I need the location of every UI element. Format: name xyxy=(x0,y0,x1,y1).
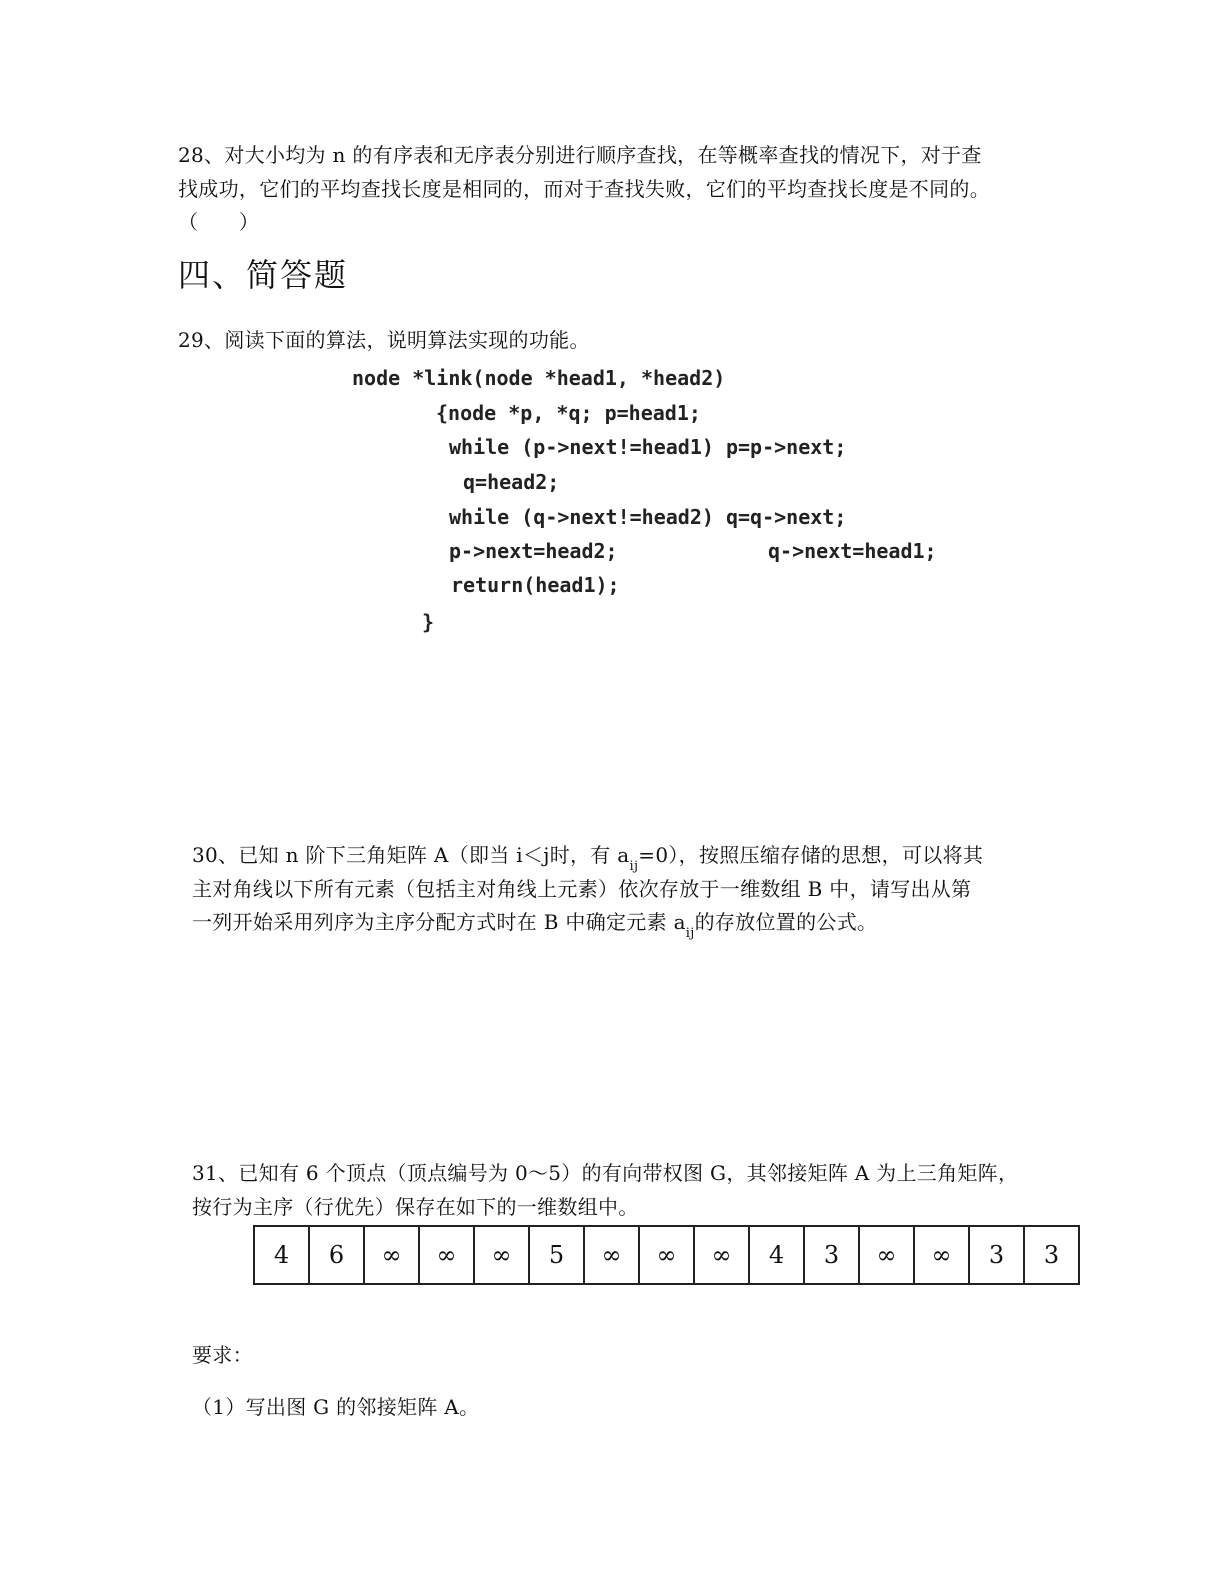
q28-answer-blank: （ ） xyxy=(178,210,260,234)
code-line: } xyxy=(422,610,435,634)
array-cell: 4 xyxy=(254,1226,309,1284)
q30-line-1-text-b: =0），按照压缩存储的思想，可以将其 xyxy=(638,843,984,867)
q30-line-3 xyxy=(192,905,877,943)
array-cell: 3 xyxy=(969,1226,1024,1284)
array-cell: ∞ xyxy=(364,1226,419,1284)
array-cell: ∞ xyxy=(639,1226,694,1284)
q28-line-1: 28、对大小均为 n 的有序表和无序表分别进行顺序查找，在等概率查找的情况下，对于查 xyxy=(178,143,982,167)
q30-line-1 xyxy=(192,838,983,876)
code-line: q->next=head1; xyxy=(768,539,937,563)
q30-line-3-text-a: 一列开始采用列序为主序分配方式时在 B 中确定元素 a xyxy=(192,910,686,934)
array-row xyxy=(254,1226,1079,1284)
q30-line-2: 主对角线以下所有元素（包括主对角线上元素）依次存放于一维数组 B 中，请写出从第 xyxy=(192,877,972,901)
array-cell: 3 xyxy=(804,1226,859,1284)
q31-requirement-label: 要求： xyxy=(192,1343,253,1367)
code-line: while (p->next!=head1) p=p->next; xyxy=(449,435,847,459)
adjacency-array-table xyxy=(253,1225,1080,1285)
code-line: {node *p, *q; p=head1; xyxy=(436,401,701,425)
code-line: node *link(node *head1, *head2) xyxy=(352,366,726,390)
subscript-ij: ij xyxy=(629,859,639,874)
array-cell: ∞ xyxy=(694,1226,749,1284)
code-line: p->next=head2; xyxy=(449,539,618,563)
array-cell: 3 xyxy=(1024,1226,1079,1284)
array-cell: 6 xyxy=(309,1226,364,1284)
q31-requirement-1: （1）写出图 G 的邻接矩阵 A。 xyxy=(192,1395,480,1419)
q29-prompt: 29、阅读下面的算法，说明算法实现的功能。 xyxy=(178,328,590,352)
code-line: while (q->next!=head2) q=q->next; xyxy=(449,505,847,529)
code-line: q=head2; xyxy=(463,470,560,494)
array-cell: ∞ xyxy=(859,1226,914,1284)
array-cell: ∞ xyxy=(914,1226,969,1284)
array-cell: 4 xyxy=(749,1226,804,1284)
q30-line-3-text-b: 的存放位置的公式。 xyxy=(694,910,878,934)
section-heading: 四、简答题 xyxy=(178,256,349,294)
array-cell: ∞ xyxy=(474,1226,529,1284)
array-cell: ∞ xyxy=(419,1226,474,1284)
code-line: return(head1); xyxy=(451,573,620,597)
q28-line-2: 找成功，它们的平均查找长度是相同的，而对于查找失败，它们的平均查找长度是不同的。 xyxy=(178,177,990,201)
q30-line-1-text-a: 30、已知 n 阶下三角矩阵 A（即当 i＜j时，有 a xyxy=(192,843,630,867)
array-cell: 5 xyxy=(529,1226,584,1284)
q31-line-2: 按行为主序（行优先）保存在如下的一维数组中。 xyxy=(192,1195,639,1219)
array-cell: ∞ xyxy=(584,1226,639,1284)
subscript-ij: ij xyxy=(685,926,695,941)
q31-line-1: 31、已知有 6 个顶点（顶点编号为 0～5）的有向带权图 G，其邻接矩阵 A 为上三角矩阵， xyxy=(192,1161,1019,1185)
